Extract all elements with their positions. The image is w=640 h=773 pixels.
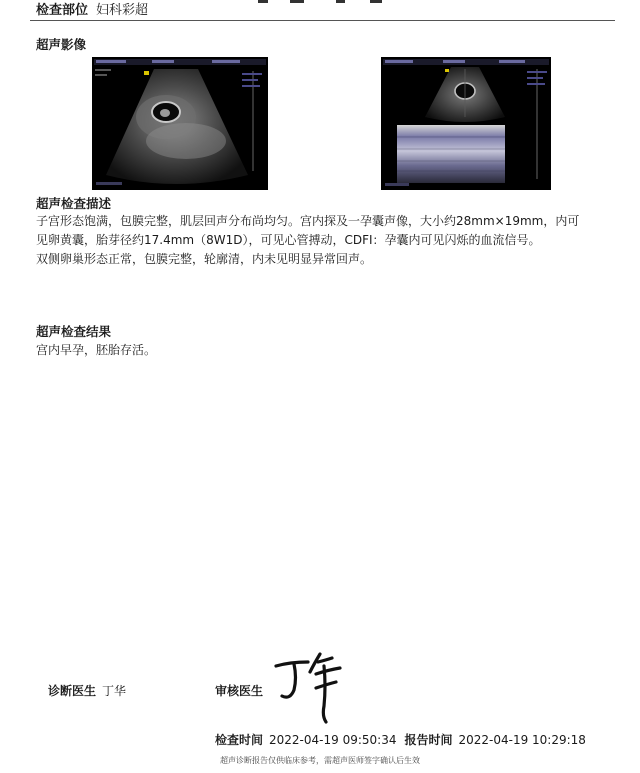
diagnosing-doctor	[48, 683, 126, 699]
exam-part-label: 检查部位	[36, 3, 89, 18]
description-section-title: 超声检查描述	[36, 196, 112, 211]
exam-time-label: 检查时间	[215, 733, 264, 747]
timestamps	[215, 732, 586, 748]
report-time-value: 2022-04-19 10:29:18	[458, 733, 586, 747]
ultrasound-image-2	[381, 57, 551, 190]
exam-part	[36, 3, 148, 19]
exam-part-value: 妇科彩超	[96, 3, 149, 18]
diagnosing-doctor-name: 丁华	[102, 684, 127, 698]
ultrasound-image-1	[92, 57, 268, 190]
description-line-1: 子宫形态饱满，包膜完整，肌层回声分布尚均匀。宫内探及一孕囊声像，大小约28mm×19mm，内可	[36, 214, 580, 228]
description-text	[36, 212, 579, 269]
ultrasound-image-1-graphic	[92, 57, 268, 190]
reviewing-doctor	[215, 683, 263, 699]
result-text: 宫内早孕，胚胎存活。	[36, 343, 157, 357]
reviewing-doctor-label: 审核医生	[215, 684, 264, 698]
header-divider	[30, 20, 615, 21]
clipped-header-fragment	[250, 0, 400, 4]
ultrasound-image-2-graphic	[381, 57, 551, 190]
exam-time-value: 2022-04-19 09:50:34	[269, 733, 397, 747]
description-line-3: 双侧卵巢形态正常，包膜完整，轮廓清，内未见明显异常回声。	[36, 252, 373, 266]
disclaimer: 超声诊断报告仅供临床参考，需超声医师签字确认后生效	[220, 756, 420, 765]
reviewer-signature	[270, 648, 350, 724]
report-time-label: 报告时间	[404, 733, 453, 747]
diagnosing-doctor-label: 诊断医生	[48, 684, 97, 698]
description-line-2: 见卵黄囊，胎芽径约17.4mm（8W1D），可见心管搏动，CDFI：孕囊内可见闪烁的血流信号。	[36, 233, 541, 247]
images-section-title: 超声影像	[36, 37, 87, 52]
result-section-title: 超声检查结果	[36, 324, 112, 339]
